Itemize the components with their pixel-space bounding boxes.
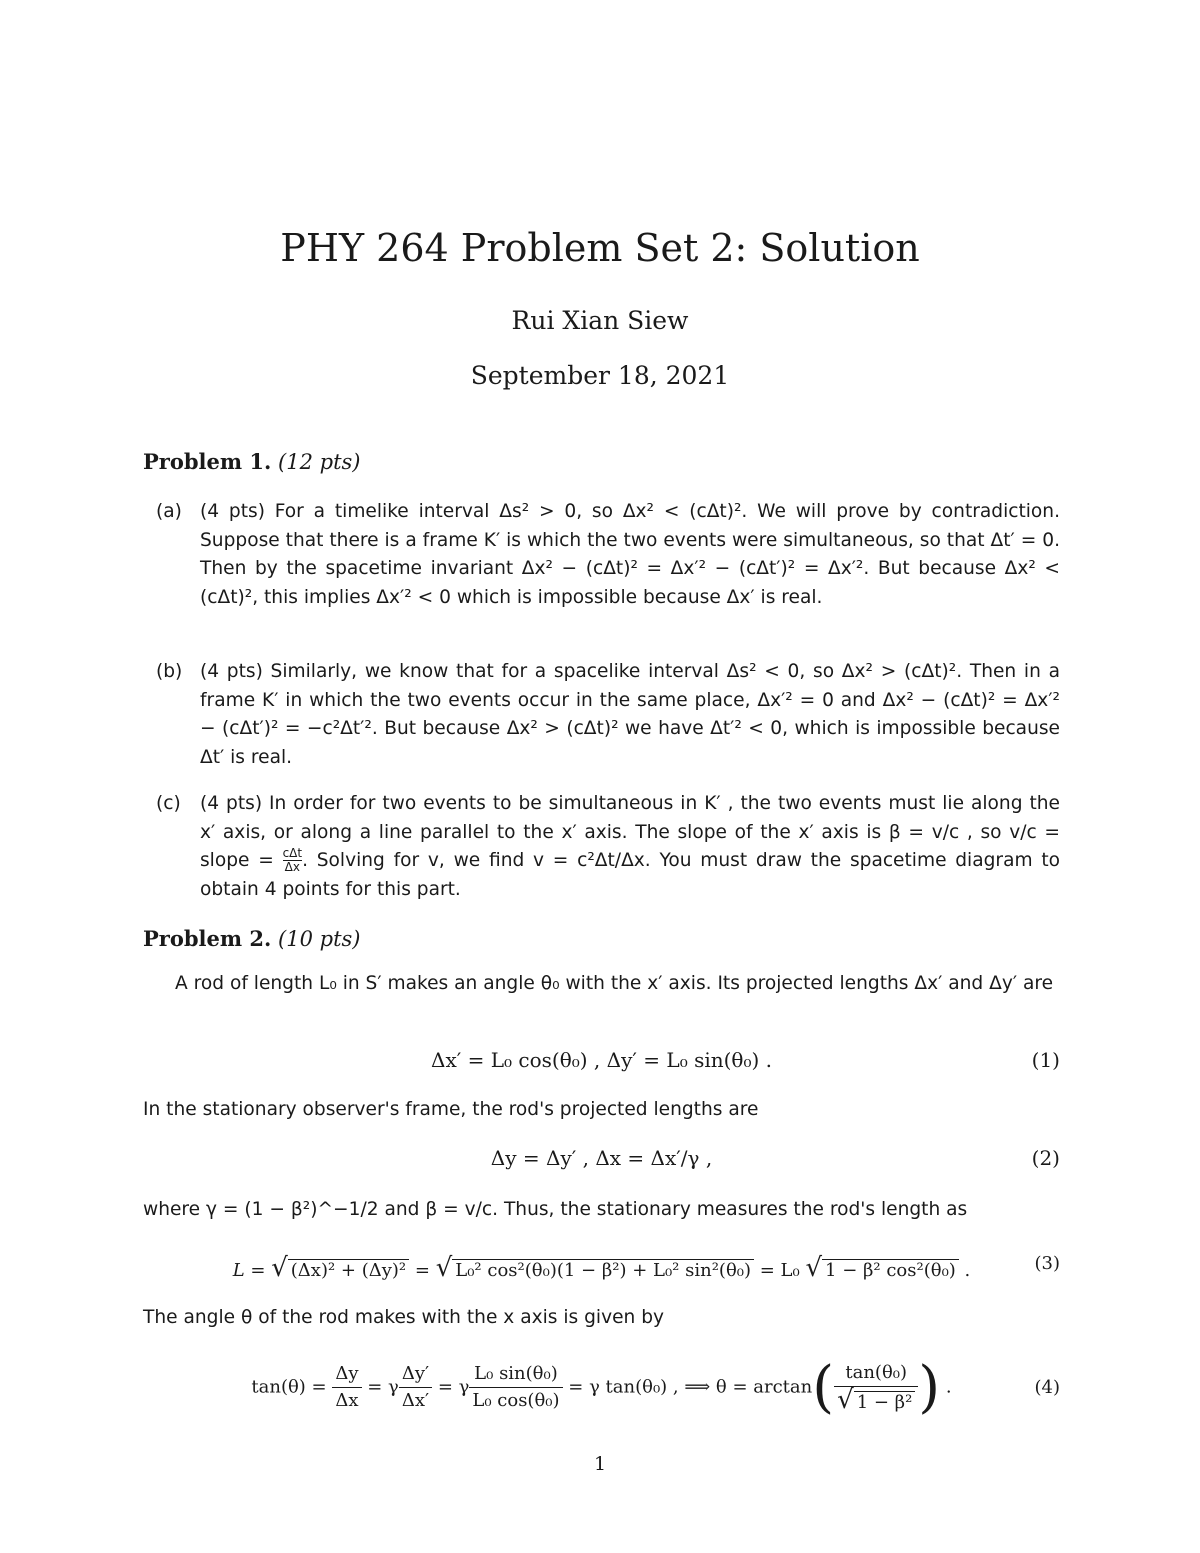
eq-op: = γ (432, 1376, 470, 1398)
fraction-denominator: Δx (335, 1390, 359, 1411)
fraction (332, 1361, 361, 1414)
problem-2-intro: A rod of length L₀ in S′ makes an angle θ₀ with the x′ axis. Its projected lengths Δx′ and Δy′ are (175, 973, 1054, 994)
fraction-denominator: L₀ cos(θ₀) (472, 1390, 560, 1411)
fraction-denominator: Δx (284, 860, 300, 875)
eq-lhs: tan(θ) = (251, 1376, 333, 1398)
eq-end: . (940, 1376, 952, 1398)
part-text-after: . Solving for v, we find v = c²Δt/Δx. You must draw the spacetime diagram to obtain 4 points for this part. (200, 850, 1060, 900)
left-paren-icon: ( (812, 1355, 835, 1420)
eq-op: = L₀ (754, 1260, 806, 1281)
fraction-numerator: tan(θ₀) (834, 1360, 918, 1387)
equation-1 (143, 1048, 1060, 1088)
sqrt-icon: √ (837, 1384, 854, 1415)
problem-1a (156, 498, 1060, 612)
part-label: (b) (156, 661, 183, 682)
equation-body (143, 1355, 1060, 1420)
sqrt-icon: √ (271, 1253, 288, 1283)
eq-op: = γ (361, 1376, 399, 1398)
date: September 18, 2021 (470, 361, 730, 390)
problem-1-points: (12 pts) (278, 450, 361, 474)
fraction-numerator: Δy (332, 1361, 361, 1388)
fraction-numerator: L₀ sin(θ₀) (469, 1361, 562, 1388)
problem-2-heading (143, 925, 360, 953)
radicand: 1 − β² (854, 1391, 916, 1413)
equation-4 (143, 1355, 1060, 1425)
page-number: 1 (593, 1453, 607, 1475)
radicand: L₀² cos²(θ₀)(1 − β²) + L₀² sin²(θ₀) (452, 1259, 754, 1281)
part-text: (4 pts) Similarly, we know that for a spacelike interval Δs² < 0, so Δx² > (cΔt)². Then in a frame K′ in which the two events occur in the same place, Δx′² = 0 and Δx² − (cΔt)² = Δx′² − (cΔt′)² = −c²Δt′². But because Δx² > (cΔt)² we have Δt′² < 0, which is impossible because Δt′ is real. (200, 661, 1060, 768)
equation-body (143, 1253, 1060, 1283)
eq-lhs: L = (232, 1260, 272, 1281)
part-label: (c) (156, 793, 181, 814)
slope-fraction (283, 847, 303, 874)
equation-number: (3) (1034, 1253, 1060, 1274)
part-text-before: (4 pts) In order for two events to be simultaneous in K′ , the two events must lie along the x′ axis, or along a line parallel to the x′ axis. The slope of the x′ axis is β = v/c , so v/c = slope = (200, 793, 1060, 872)
fraction-denominator (834, 1384, 918, 1416)
part-label: (a) (156, 501, 182, 522)
problem-2-text-3: where γ = (1 − β²)^−1/2 and β = v/c. Thus, the stationary measures the rod's length as (143, 1199, 968, 1220)
problem-1-heading (143, 448, 360, 476)
problem-2-label: Problem 2. (143, 926, 272, 951)
sqrt-icon: √ (435, 1253, 453, 1283)
fraction (469, 1361, 562, 1414)
fraction (834, 1360, 918, 1416)
problem-2-text-4: The angle θ of the rod makes with the x axis is given by (143, 1307, 665, 1328)
part-text: (4 pts) For a timelike interval Δs² > 0, so Δx² < (cΔt)². We will prove by contradiction. Suppose that there is a frame K′ is which the two events were simultaneous, so that Δt′ = 0. Then by the spacetime invariant Δx² − (cΔt)² = Δx′² − (cΔt′)² = Δx′². But because Δx² < (cΔt)², this implies Δx′² < 0 which is impossible because Δx′ is real. (200, 501, 1060, 608)
fraction (399, 1361, 432, 1414)
radicand: 1 − β² cos²(θ₀) (822, 1259, 959, 1281)
problem-2-text-2: In the stationary observer's frame, the rod's projected lengths are (143, 1099, 759, 1120)
equation-number: (1) (1031, 1048, 1060, 1072)
sqrt-icon: √ (805, 1253, 823, 1283)
eq-op: = γ tan(θ₀) , ⟹ θ = arctan (562, 1376, 813, 1398)
fraction-denominator: Δx′ (401, 1390, 430, 1411)
page-title: PHY 264 Problem Set 2: Solution (280, 226, 920, 270)
radicand: (Δx)² + (Δy)² (288, 1259, 409, 1281)
eq-op: = (409, 1260, 436, 1281)
problem-2-points: (10 pts) (278, 927, 361, 951)
fraction-numerator: cΔt (282, 846, 303, 861)
eq-end: . (958, 1260, 971, 1281)
equation-3 (143, 1253, 1060, 1293)
equation-number: (2) (1031, 1146, 1060, 1170)
equation-body: Δx′ = L₀ cos(θ₀) , Δy′ = L₀ sin(θ₀) . (431, 1048, 772, 1072)
problem-1b (156, 658, 1060, 772)
author: Rui Xian Siew (511, 306, 689, 335)
problem-1c (156, 790, 1060, 904)
right-paren-icon: ) (918, 1355, 941, 1420)
equation-2 (143, 1146, 1060, 1186)
equation-number: (4) (1034, 1377, 1060, 1398)
fraction-numerator: Δy′ (399, 1361, 432, 1388)
equation-body: Δy = Δy′ , Δx = Δx′/γ , (490, 1146, 713, 1170)
problem-1-label: Problem 1. (143, 449, 272, 474)
